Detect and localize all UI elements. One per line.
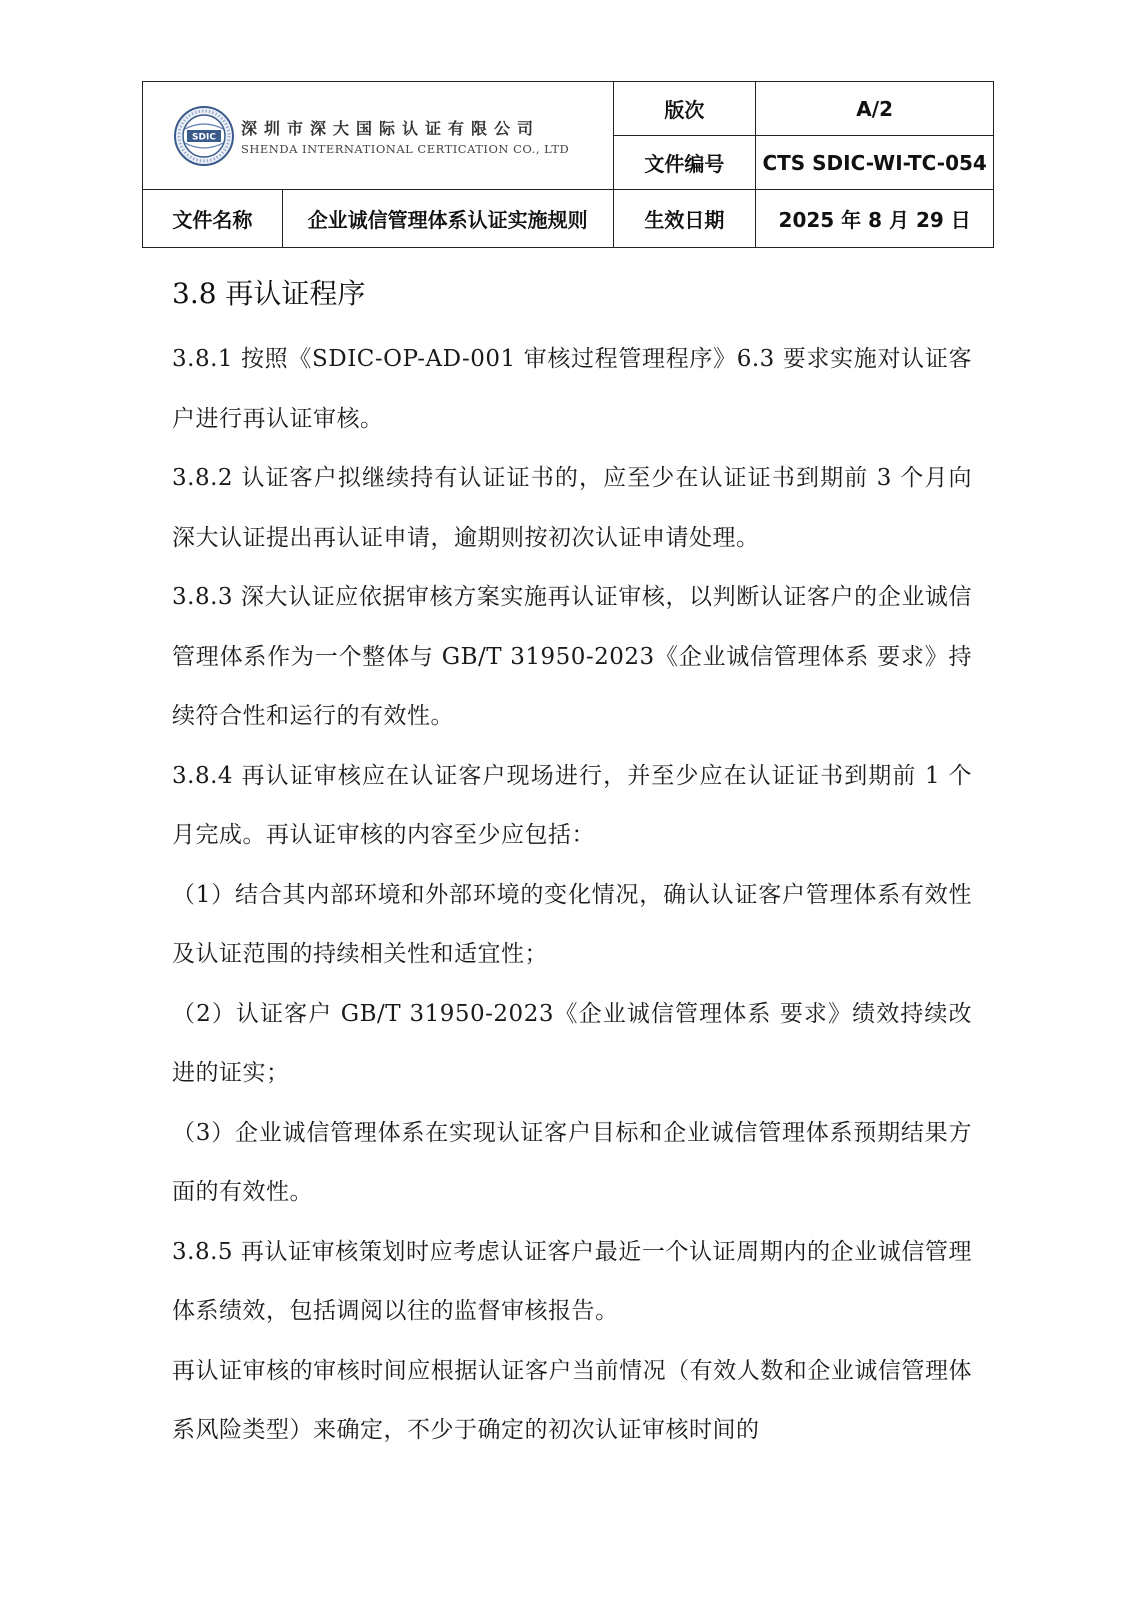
company-logo-cell bbox=[143, 82, 614, 190]
paragraph-3-8-2: 3.8.2 认证客户拟继续持有认证证书的，应至少在认证证书到期前 3 个月向深大认证提出再认证申请，逾期则按初次认证申请处理。 bbox=[172, 465, 972, 551]
doc-number-value: CTS SDIC-WI-TC-054 bbox=[756, 136, 994, 190]
list-item-3: （3）企业诚信管理体系在实现认证客户目标和企业诚信管理体系预期结果方面的有效性。 bbox=[172, 1119, 972, 1205]
company-name-cn: 深圳市深大国际认证有限公司 bbox=[241, 118, 541, 138]
document-header-table bbox=[142, 81, 994, 248]
paragraph-3-8-3: 3.8.3 深大认证应依据审核方案实施再认证审核，以判断认证客户的企业诚信管理体系作为一个整体与 GB/T 31950-2023《企业诚信管理体系 要求》持续符合性和运行的有效性。 bbox=[172, 584, 972, 729]
paragraph-audit-time: 再认证审核的审核时间应根据认证客户当前情况（有效人数和企业诚信管理体系风险类型）来确定，不少于确定的初次认证审核时间的 bbox=[172, 1357, 972, 1443]
company-seal-logo bbox=[173, 105, 235, 167]
paragraph-3-8-4: 3.8.4 再认证审核应在认证客户现场进行，并至少应在认证证书到期前 1 个月完成。再认证审核的内容至少应包括： bbox=[172, 762, 972, 848]
paragraph-3-8-5: 3.8.5 再认证审核策划时应考虑认证客户最近一个认证周期内的企业诚信管理体系绩效，包括调阅以往的监督审核报告。 bbox=[172, 1238, 972, 1324]
doc-number-label: 文件编号 bbox=[613, 136, 756, 190]
version-value: A/2 bbox=[756, 82, 994, 136]
effective-date-value: 2025 年 8 月 29 日 bbox=[756, 190, 994, 248]
paragraph-3-8-1: 3.8.1 按照《SDIC-OP-AD-001 审核过程管理程序》6.3 要求实施对认证客户进行再认证审核。 bbox=[172, 346, 972, 432]
company-name-en: SHENDA INTERNATIONAL CERTICATION CO., LTD bbox=[241, 141, 570, 156]
version-label: 版次 bbox=[613, 82, 756, 136]
list-item-2: （2）认证客户 GB/T 31950-2023《企业诚信管理体系 要求》绩效持续改进的证实； bbox=[172, 1000, 972, 1086]
doc-name-value: 企业诚信管理体系认证实施规则 bbox=[282, 190, 613, 248]
list-item-1: （1）结合其内部环境和外部环境的变化情况，确认认证客户管理体系有效性及认证范围的持续相关性和适宜性； bbox=[172, 881, 972, 967]
effective-date-label: 生效日期 bbox=[613, 190, 756, 248]
section-title: 3.8 再认证程序 bbox=[172, 277, 366, 310]
document-body bbox=[172, 258, 972, 1461]
doc-name-label: 文件名称 bbox=[143, 190, 283, 248]
logo-text: SDIC bbox=[192, 132, 216, 142]
